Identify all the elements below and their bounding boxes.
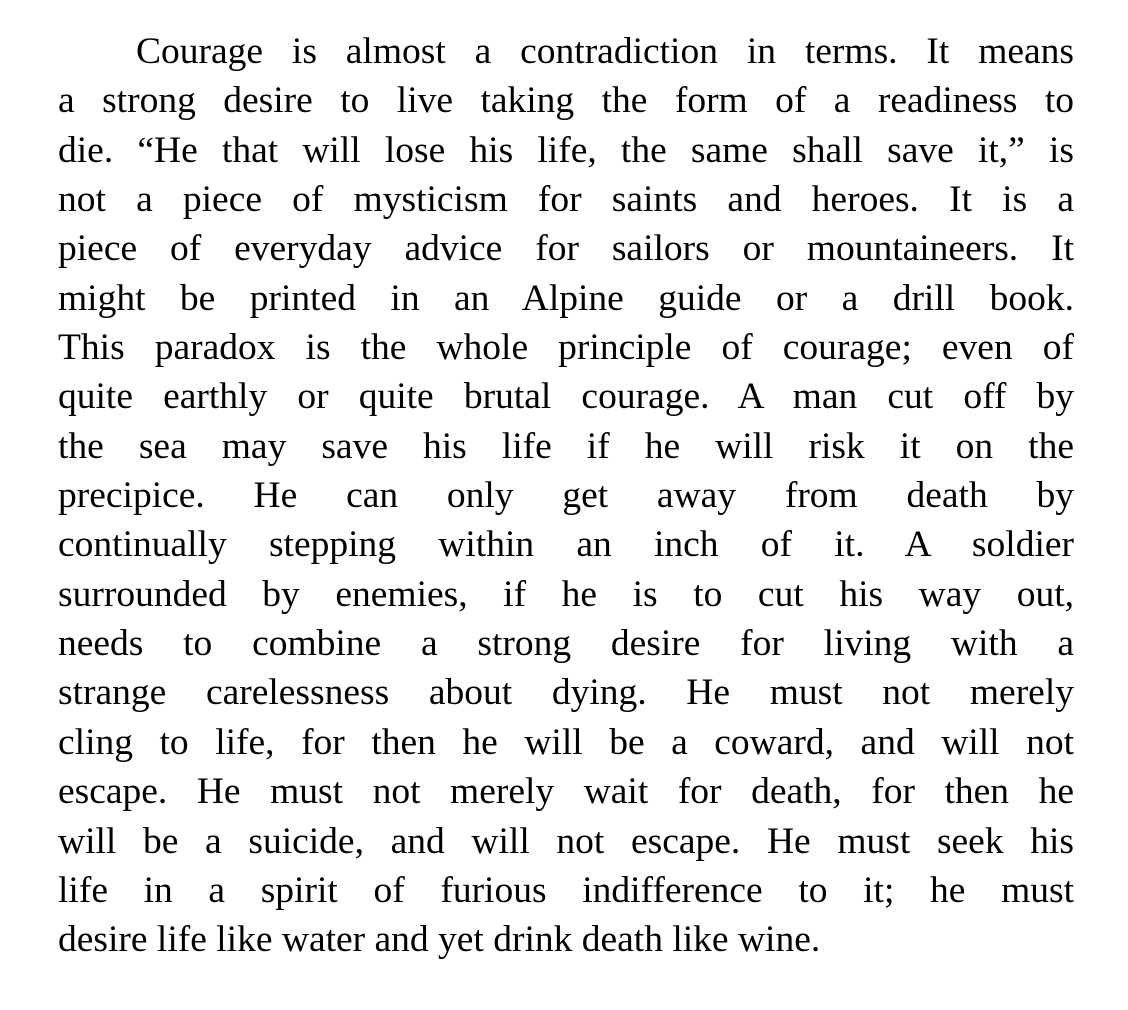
- paragraph-line: might be printed in an Alpine guide or a drill book.: [58, 277, 1074, 319]
- paragraph-line: This paradox is the whole principle of courage; even of: [58, 327, 1074, 369]
- paragraph-line: precipice. He can only get away from death by: [58, 475, 1074, 517]
- paragraph-line: Courage is almost a contradiction in terms. It means: [136, 31, 1074, 72]
- paragraph-line: strange carelessness about dying. He must not merely: [58, 672, 1074, 714]
- paragraph-line: cling to life, for then he will be a coward, and will not: [58, 721, 1074, 763]
- paragraph-line: the sea may save his life if he will risk it on the: [58, 425, 1074, 467]
- paragraph-line: continually stepping within an inch of it. A soldier: [58, 524, 1074, 566]
- paragraph-line: quite earthly or quite brutal courage. A man cut off by: [58, 376, 1074, 418]
- paragraph-line: not a piece of mysticism for saints and heroes. It is a: [58, 179, 1074, 221]
- paragraph-line: life in a spirit of furious indifference to it; he must: [58, 869, 1074, 911]
- paragraph-line: desire life like water and yet drink death like wine.: [58, 919, 821, 961]
- paragraph-line: needs to combine a strong desire for living with a: [58, 623, 1074, 665]
- paragraph-line: a strong desire to live taking the form of a readiness to: [58, 80, 1074, 122]
- paragraph-line: die. “He that will lose his life, the same shall save it,” is: [58, 129, 1074, 171]
- paragraph-line: will be a suicide, and will not escape. He must seek his: [58, 820, 1074, 862]
- paragraph: [58, 27, 1074, 965]
- paragraph-line: piece of everyday advice for sailors or mountaineers. It: [58, 228, 1074, 270]
- paragraph-line: surrounded by enemies, if he is to cut his way out,: [58, 573, 1074, 615]
- paragraph-line: escape. He must not merely wait for death, for then he: [58, 771, 1074, 813]
